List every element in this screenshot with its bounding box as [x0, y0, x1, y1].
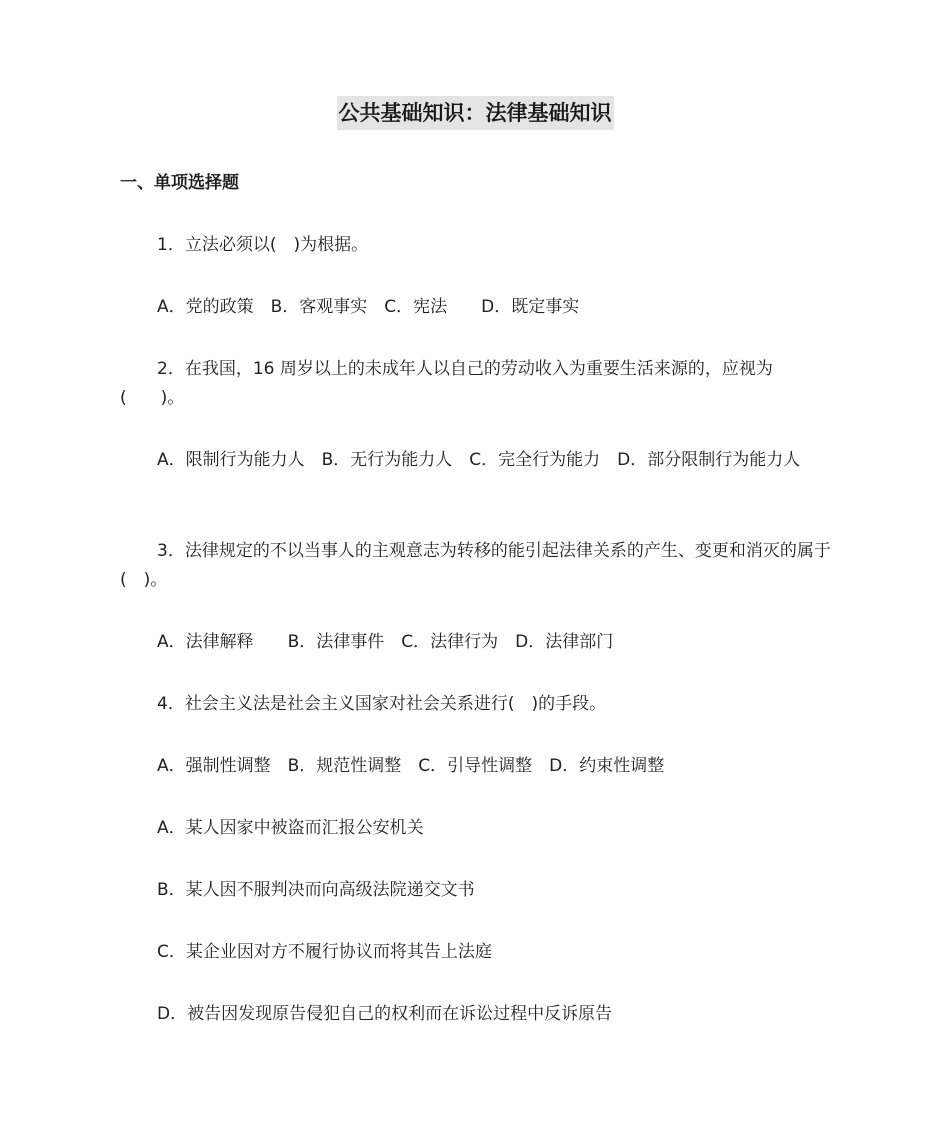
question-4: 4．社会主义法是社会主义国家对社会关系进行( )的手段。: [157, 694, 607, 714]
option-line-b: B．某人因不服判决而向高级法院递交文书: [157, 880, 475, 900]
option-line-c: C．某企业因对方不履行协议而将其告上法庭: [157, 942, 492, 962]
question-1-options: A．党的政策 B．客观事实 C．宪法 D．既定事实: [157, 297, 580, 317]
document-title: 公共基础知识：法律基础知识: [337, 96, 614, 130]
question-2: 2．在我国，16 周岁以上的未成年人以自己的劳动收入为重要生活来源的，应视为( )。: [120, 359, 773, 408]
option-line-d: D．被告因发现原告侵犯自己的权利而在诉讼过程中反诉原告: [157, 1004, 613, 1024]
question-2-options: A．限制行为能力人 B．无行为能力人 C．完全行为能力 D．部分限制行为能力人: [157, 450, 801, 470]
question-3: 3．法律规定的不以当事人的主观意志为转移的能引起法律关系的产生、变更和消灭的属于( )。: [120, 541, 831, 590]
question-4-options: A．强制性调整 B．规范性调整 C．引导性调整 D．约束性调整: [157, 756, 665, 776]
option-line-a: A．某人因家中被盗而汇报公安机关: [157, 818, 424, 838]
section-heading: 一、单项选择题: [120, 173, 239, 193]
title-container: [0, 96, 950, 130]
question-1: 1．立法必须以( )为根据。: [157, 235, 369, 255]
question-3-options: A．法律解释 B．法律事件 C．法律行为 D．法律部门: [157, 632, 614, 652]
